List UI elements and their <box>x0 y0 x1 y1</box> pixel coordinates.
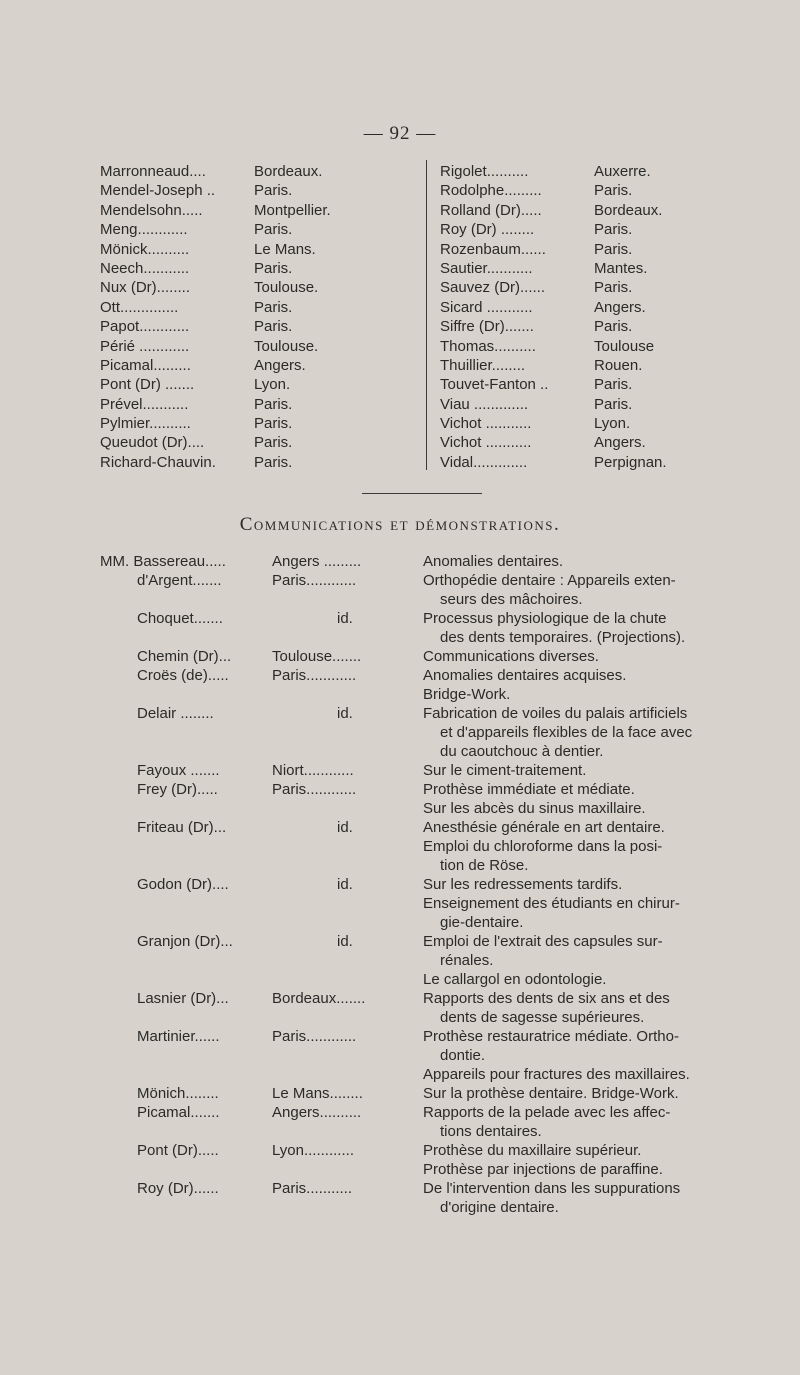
member-city: Paris. <box>594 182 633 200</box>
member-name: Périé ............ <box>100 337 190 355</box>
communication-entry <box>0 1179 800 1217</box>
topic-line: gie-dentaire. <box>440 914 524 931</box>
member-row <box>440 433 780 452</box>
member-name: Neech........... <box>100 259 190 277</box>
topic-line: Emploi de l'extrait des capsules sur- <box>423 933 663 950</box>
communication-author: MM. Bassereau..... <box>100 553 226 570</box>
topic-line: seurs des mâchoires. <box>440 591 583 608</box>
communication-topics <box>423 1141 763 1179</box>
communication-entry <box>0 989 800 1027</box>
member-row <box>440 375 780 394</box>
communication-city: Paris............ <box>272 781 357 798</box>
member-row <box>100 453 420 472</box>
communication-author: Chemin (Dr)... <box>137 648 232 665</box>
topic-line: Prothèse du maxillaire supérieur. <box>423 1142 642 1159</box>
topic-line: dents de sagesse supérieures. <box>440 1009 645 1026</box>
communication-entry <box>0 552 800 571</box>
communication-city: Le Mans........ <box>272 1085 363 1102</box>
member-city: Toulouse <box>594 337 655 355</box>
communication-city: Lyon............ <box>272 1142 354 1159</box>
communication-city: id. <box>337 876 353 893</box>
communication-topics <box>423 647 763 666</box>
topic-line: Anomalies dentaires. <box>423 553 564 570</box>
communication-city: Bordeaux....... <box>272 990 366 1007</box>
communication-entry <box>0 1141 800 1179</box>
member-city: Paris. <box>254 395 293 413</box>
communication-topics <box>423 989 763 1027</box>
member-row <box>440 220 780 239</box>
topic-line: dontie. <box>440 1047 486 1064</box>
communication-city: id. <box>337 819 353 836</box>
member-row <box>100 162 420 181</box>
topic-line: des dents temporaires. (Projections). <box>440 629 686 646</box>
communication-author: Lasnier (Dr)... <box>137 990 229 1007</box>
member-name: Thomas.......... <box>440 337 536 355</box>
communication-entry <box>0 761 800 780</box>
member-row <box>100 259 420 278</box>
member-city: Paris. <box>254 259 293 277</box>
member-city: Le Mans. <box>254 240 316 258</box>
member-name: Viau ............. <box>440 395 529 413</box>
communication-city: Niort............ <box>272 762 354 779</box>
member-name: Sauvez (Dr)...... <box>440 279 546 297</box>
member-row <box>440 337 780 356</box>
member-name: Mendel-Joseph .. <box>100 182 216 200</box>
communication-entry <box>0 609 800 647</box>
member-row <box>440 181 780 200</box>
communication-author: Martinier...... <box>137 1028 220 1045</box>
communication-city: Angers ......... <box>272 553 362 570</box>
members-left-column <box>100 162 420 472</box>
member-row <box>100 181 420 200</box>
communication-author: Friteau (Dr)... <box>137 819 227 836</box>
communication-author: Roy (Dr)...... <box>137 1180 219 1197</box>
topic-line: Appareils pour fractures des maxillaires. <box>423 1066 690 1083</box>
communication-author: Pont (Dr)..... <box>137 1142 219 1159</box>
member-name: Ott.............. <box>100 298 179 316</box>
topic-line: Sur le ciment-traitement. <box>423 762 587 779</box>
member-name: Touvet-Fanton .. <box>440 376 549 394</box>
communication-topics <box>423 666 763 704</box>
communication-entry <box>0 818 800 875</box>
communication-entry <box>0 1084 800 1103</box>
topic-line: Enseignement des étudiants en chirur- <box>423 895 680 912</box>
member-name: Mönick.......... <box>100 240 190 258</box>
member-name: Rolland (Dr)..... <box>440 201 542 219</box>
member-city: Mantes. <box>594 259 648 277</box>
member-name: Siffre (Dr)....... <box>440 318 534 336</box>
member-name: Richard-Chauvin. <box>100 453 216 471</box>
member-name: Vichot ........... <box>440 415 532 433</box>
member-city: Paris. <box>254 221 293 239</box>
communication-topics <box>423 1027 763 1084</box>
member-city: Lyon. <box>594 415 631 433</box>
communication-city: id. <box>337 705 353 722</box>
member-row <box>100 414 420 433</box>
member-row <box>440 278 780 297</box>
member-row <box>100 278 420 297</box>
communication-topics <box>423 552 763 571</box>
communication-author: Croës (de)..... <box>137 667 229 684</box>
member-row <box>440 162 780 181</box>
communication-topics <box>423 818 763 875</box>
topic-line: Emploi du chloroforme dans la posi- <box>423 838 663 855</box>
member-city: Toulouse. <box>254 279 319 297</box>
communication-topics <box>423 1103 763 1141</box>
communication-author: Delair ........ <box>137 705 214 722</box>
member-name: Mendelsohn..... <box>100 201 203 219</box>
communication-city: Toulouse....... <box>272 648 362 665</box>
topic-line: Rapports des dents de six ans et des <box>423 990 670 1007</box>
member-name: Sicard ........... <box>440 298 533 316</box>
topic-line: Anomalies dentaires acquises. <box>423 667 627 684</box>
topic-line: Prothèse immédiate et médiate. <box>423 781 635 798</box>
member-name: Prével........... <box>100 395 189 413</box>
member-name: Pylmier.......... <box>100 415 191 433</box>
topic-line: Sur la prothèse dentaire. Bridge-Work. <box>423 1085 679 1102</box>
communication-entry <box>0 647 800 666</box>
communication-entry <box>0 875 800 932</box>
topic-line: et d'appareils flexibles de la face avec <box>440 724 693 741</box>
member-row <box>100 337 420 356</box>
communication-entry <box>0 571 800 609</box>
communication-author: d'Argent....... <box>137 572 222 589</box>
topic-line: Bridge-Work. <box>423 686 511 703</box>
topic-line: d'origine dentaire. <box>440 1199 559 1216</box>
communication-topics <box>423 704 763 761</box>
member-row <box>440 317 780 336</box>
section-title: Communications et démonstrations. <box>239 514 561 535</box>
communication-author: Frey (Dr)..... <box>137 781 218 798</box>
communication-topics <box>423 761 763 780</box>
member-city: Paris. <box>254 298 293 316</box>
topic-line: Communications diverses. <box>423 648 599 665</box>
communication-topics <box>423 780 763 818</box>
topic-line: Anesthésie générale en art dentaire. <box>423 819 665 836</box>
communication-city: Paris............ <box>272 667 357 684</box>
topic-line: Prothèse restauratrice médiate. Ortho- <box>423 1028 679 1045</box>
communication-entry <box>0 666 800 704</box>
member-row <box>100 298 420 317</box>
topic-line: De l'intervention dans les suppurations <box>423 1180 681 1197</box>
member-row <box>440 395 780 414</box>
communication-entry <box>0 780 800 818</box>
communication-entry <box>0 1103 800 1141</box>
member-name: Papot............ <box>100 318 190 336</box>
member-city: Perpignan. <box>594 453 667 471</box>
member-city: Paris. <box>594 279 633 297</box>
member-city: Bordeaux. <box>254 163 323 180</box>
member-city: Paris. <box>594 395 633 413</box>
communication-topics <box>423 571 763 609</box>
topic-line: Sur les abcès du sinus maxillaire. <box>423 800 646 817</box>
member-row <box>100 201 420 220</box>
member-name: Roy (Dr) ........ <box>440 221 535 239</box>
member-row <box>440 356 780 375</box>
communication-city: Angers.......... <box>272 1104 362 1121</box>
member-name: Vichot ........... <box>440 434 532 452</box>
member-name: Picamal......... <box>100 356 191 374</box>
member-row <box>440 453 780 472</box>
communication-author: Granjon (Dr)... <box>137 933 233 950</box>
communication-author: Fayoux ....... <box>137 762 220 779</box>
topic-line: tion de Röse. <box>440 857 529 874</box>
member-city: Angers. <box>254 356 306 374</box>
member-city: Paris. <box>594 221 633 239</box>
communication-city: id. <box>337 933 353 950</box>
member-city: Montpellier. <box>254 201 331 219</box>
communications-list <box>0 552 800 1217</box>
section-divider <box>362 493 482 494</box>
member-name: Thuillier........ <box>440 356 526 374</box>
member-row <box>100 395 420 414</box>
topic-line: tions dentaires. <box>440 1123 542 1140</box>
member-name: Nux (Dr)........ <box>100 279 190 297</box>
member-city: Lyon. <box>254 376 291 394</box>
member-name: Vidal............. <box>440 453 528 471</box>
communication-author: Godon (Dr).... <box>137 876 229 893</box>
member-row <box>100 317 420 336</box>
member-row <box>440 414 780 433</box>
members-right-column <box>440 162 780 472</box>
member-row <box>100 433 420 452</box>
member-name: Rozenbaum...... <box>440 240 546 258</box>
member-name: Meng............ <box>100 221 188 239</box>
member-city: Toulouse. <box>254 337 319 355</box>
topic-line: Sur les redressements tardifs. <box>423 876 623 893</box>
communication-city: Paris............ <box>272 1028 357 1045</box>
member-row <box>100 240 420 259</box>
member-city: Paris. <box>594 240 633 258</box>
communication-entry <box>0 704 800 761</box>
communication-author: Mönich........ <box>137 1085 219 1102</box>
members-list <box>0 162 800 482</box>
member-name: Rigolet.......... <box>440 163 529 180</box>
member-city: Paris. <box>254 415 293 433</box>
member-name: Rodolphe......... <box>440 182 542 200</box>
communication-city: Paris............ <box>272 572 357 589</box>
communication-topics <box>423 1084 763 1103</box>
member-city: Paris. <box>594 318 633 336</box>
member-name: Pont (Dr) ....... <box>100 376 195 394</box>
communication-city: id. <box>337 610 353 627</box>
communication-topics <box>423 875 763 932</box>
member-row <box>440 259 780 278</box>
member-row <box>440 201 780 220</box>
communication-topics <box>423 1179 763 1217</box>
topic-line: Rapports de la pelade avec les affec- <box>423 1104 671 1121</box>
communication-city: Paris........... <box>272 1180 353 1197</box>
member-city: Auxerre. <box>594 163 651 180</box>
communication-topics <box>423 932 763 989</box>
member-row <box>100 220 420 239</box>
communication-entry <box>0 1027 800 1084</box>
member-name: Queudot (Dr).... <box>100 434 205 452</box>
member-row <box>440 240 780 259</box>
communication-entry <box>0 932 800 989</box>
member-row <box>100 375 420 394</box>
topic-line: Processus physiologique de la chute <box>423 610 667 627</box>
topic-line: Orthopédie dentaire : Appareils exten- <box>423 572 676 589</box>
member-city: Paris. <box>254 182 293 200</box>
topic-line: Prothèse par injections de paraffine. <box>423 1161 663 1178</box>
member-city: Angers. <box>594 434 646 452</box>
topic-line: Fabrication de voiles du palais artificiels <box>423 705 688 722</box>
member-city: Rouen. <box>594 356 643 374</box>
member-city: Paris. <box>254 434 293 452</box>
member-city: Paris. <box>254 318 293 336</box>
topic-line: du caoutchouc à dentier. <box>440 743 604 760</box>
member-row <box>440 298 780 317</box>
member-name: Sautier........... <box>440 259 533 277</box>
member-city: Paris. <box>254 453 293 471</box>
communication-author: Picamal....... <box>137 1104 220 1121</box>
communication-author: Choquet....... <box>137 610 223 627</box>
topic-line: Le callargol en odontologie. <box>423 971 607 988</box>
member-row <box>100 356 420 375</box>
topic-line: rénales. <box>440 952 494 969</box>
member-name: Marronneaud.... <box>100 163 206 180</box>
member-city: Angers. <box>594 298 646 316</box>
communication-topics <box>423 609 763 647</box>
member-city: Paris. <box>594 376 633 394</box>
member-city: Bordeaux. <box>594 201 663 219</box>
page-number: — 92 — <box>363 123 437 144</box>
